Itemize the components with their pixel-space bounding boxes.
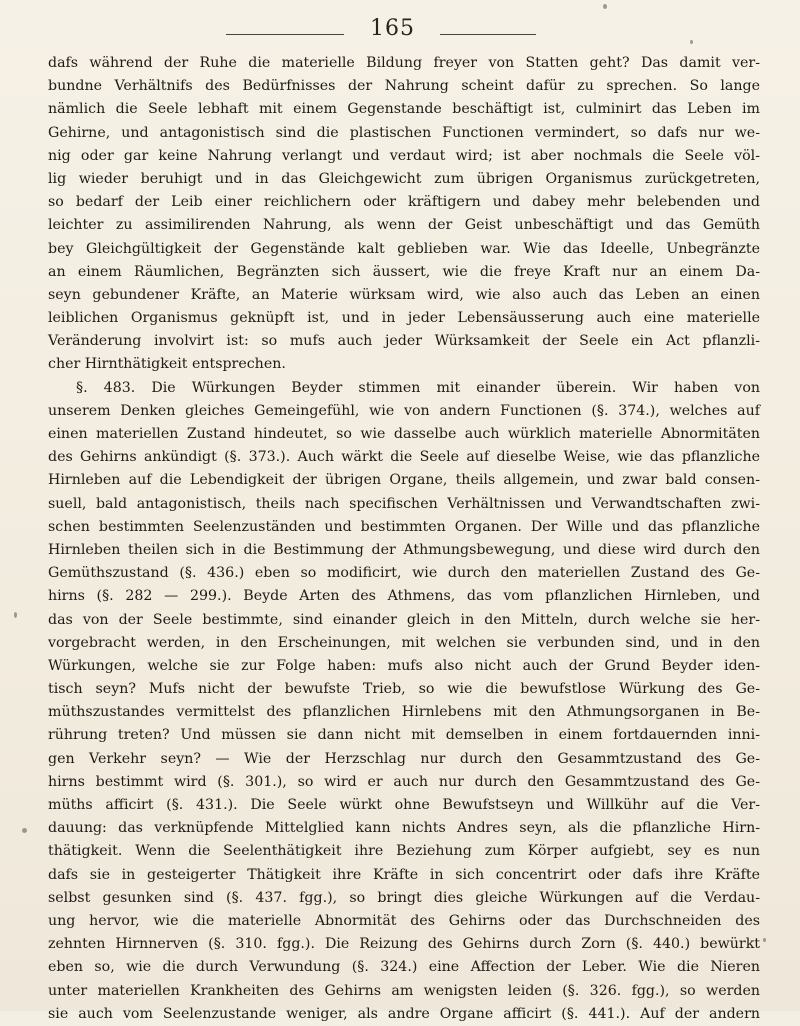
text-line: vorgebracht werden, in den Erscheinungen, mit welchen sie verbunden sind, und in den <box>48 634 760 651</box>
text-line: unter materiellen Krankheiten des Gehirns am wenigsten leiden (§. 326. fgg.), so werden <box>48 982 760 999</box>
header-rule-left <box>226 34 344 35</box>
text-line: dafs während der Ruhe die materielle Bildung freyer von Statten geht? Das damit ver- <box>48 55 760 71</box>
paper-speck <box>763 938 766 942</box>
text-line: rührung treten? Und müssen sie dann nicht mit demselben in einem fortdauernden inni- <box>48 727 760 744</box>
text-line: Gehirne, und antagonistisch sind die plastischen Functionen vermindert, so dafs nur we- <box>48 124 760 141</box>
text-line: thätigkeit. Wenn die Seelenthätigkeit ihre Beziehung zum Körper aufgiebt, sey es nun <box>48 843 760 860</box>
text-line: bundne Verhältnifs des Bedürfnisses der Nahrung scheint dafür zu sprechen. So lange <box>48 78 760 95</box>
text-line: Gemüthszustand (§. 436.) eben so modificirt, wie durch den materiellen Zustand des Ge- <box>48 565 760 582</box>
text-line: einen materiellen Zustand hindeutet, so wie dasselbe auch würklich materielle Abnormitäten <box>48 426 760 442</box>
text-line: nig oder gar keine Nahrung verlangt und verdaut wird; ist aber nochmals die Seele völ- <box>48 147 760 164</box>
text-line: sie auch vom Seelenzustande weniger, als andre Organe afficirt (§. 441.). Auf der andern <box>48 1005 760 1022</box>
page-number: 165 <box>370 16 415 41</box>
text-line: dafs sie in gesteigerter Thätigkeit ihre Kräfte in sich concentrirt oder dafs ihre Kräfte <box>48 866 760 883</box>
text-line: müthszustandes vermittelst des pflanzlichen Hirnlebens mit den Athmungsorganen in Be- <box>48 704 760 721</box>
text-line: unserem Denken gleiches Gemeingefühl, wie von andern Functionen (§. 374.), welches auf <box>48 402 760 419</box>
text-line: leiblichen Organismus geknüpft ist, und in jeder Lebensäusserung auch eine materielle <box>48 310 760 327</box>
text-line: lig wieder beruhigt und in das Gleichgewicht zum übrigen Organismus zurückgetreten, <box>48 170 760 187</box>
text-line: eben so, wie die durch Verwundung (§. 324.) eine Affection der Leber. Wie die Nieren <box>48 959 760 976</box>
text-line: an einem Räumlichen, Begränzten sich äussert, wie die freye Kraft nur an einem Da- <box>48 263 760 280</box>
text-line-paragraph-end: cher Hirnthätigkeit entsprechen. <box>48 356 286 373</box>
text-line: suell, bald antagonistisch, theils nach specifischen Verhältnissen und Verwandtschaften zwi- <box>48 495 760 512</box>
text-line: Veränderung involvirt ist: so mufs auch jeder Würksamkeit der Seele ein Act pflanzli- <box>48 333 760 350</box>
body-text <box>48 52 760 1026</box>
text-line: hirns (§. 282 — 299.). Beyde Arten des Athmens, das vom pflanzlichen Hirnleben, und <box>48 588 760 605</box>
header-rule-right <box>440 34 536 35</box>
section-start-line: §. 483. Die Würkungen Beyder stimmen mit einander überein. Wir haben von <box>76 379 760 396</box>
text-line: das von der Seele bestimmte, sind einander gleich in den Mitteln, durch welche sie her- <box>48 611 760 628</box>
text-line: zehnten Hirnnerven (§. 310. fgg.). Die Reizung des Gehirns durch Zorn (§. 440.) bewürkt <box>48 936 760 953</box>
paper-speck <box>22 828 27 833</box>
paper-speck <box>603 4 607 9</box>
text-line: Hirnleben theilen sich in die Bestimmung der Athmungsbewegung, und diese wird durch den <box>48 541 760 558</box>
text-line: müths afficirt (§. 431.). Die Seele würkt ohne Bewufstseyn und Willkühr auf die Ver- <box>48 797 760 813</box>
paper-speck <box>690 40 693 44</box>
text-line: leichter zu assimilirenden Nahrung, als wenn der Geist unbeschäftigt und das Gemüth <box>48 217 760 234</box>
page-header <box>0 14 800 54</box>
text-line: tisch seyn? Mufs nicht der bewufste Trieb, so wie die bewufstlose Würkung des Ge- <box>48 681 760 698</box>
text-line: so bedarf der Leib einer reichlichern oder kräftigern und dabey mehr belebenden und <box>48 194 760 211</box>
text-line: gen Verkehr seyn? — Wie der Herzschlag nur durch den Gesammtzustand des Ge- <box>48 750 760 767</box>
text-line: Würkungen, welche sie zur Folge haben: mufs also nicht auch der Grund Beyder iden- <box>48 657 760 674</box>
text-line: ung hervor, wie die materielle Abnormität des Gehirns oder das Durchschneiden des <box>48 912 760 929</box>
text-line: Hirnleben auf die Lebendigkeit der übrigen Organe, theils allgemein, und zwar bald consen- <box>48 472 760 489</box>
text-line: schen bestimmten Seelenzuständen und bestimmten Organen. Der Wille und das pflanzliche <box>48 518 760 535</box>
text-line: hirns bestimmt wird (§. 301.), so wird er auch nur durch den Gesammtzustand des Ge- <box>48 773 760 790</box>
text-line: nämlich die Seele lebhaft mit einem Gegenstande beschäftigt ist, culminirt das Leben im <box>48 101 760 118</box>
text-line: seyn gebundener Kräfte, an Materie würksam wird, wie also auch das Leben an einen <box>48 286 760 303</box>
text-line: bey Gleichgültigkeit der Gegenstände kalt geblieben war. Wie das Ideelle, Unbegränzte <box>48 240 760 257</box>
text-line: selbst gesunken sind (§. 437. fgg.), so bringt dies gleiche Würkungen auf die Verdau- <box>48 889 760 906</box>
text-line: des Gehirns ankündigt (§. 373.). Auch wärkt die Seele auf dieselbe Weise, wie das pflanzliche <box>48 449 760 466</box>
paper-speck <box>14 612 17 618</box>
text-line: dauung: das verknüpfende Mittelglied kann nichts Andres seyn, als die pflanzliche Hirn- <box>48 820 760 837</box>
